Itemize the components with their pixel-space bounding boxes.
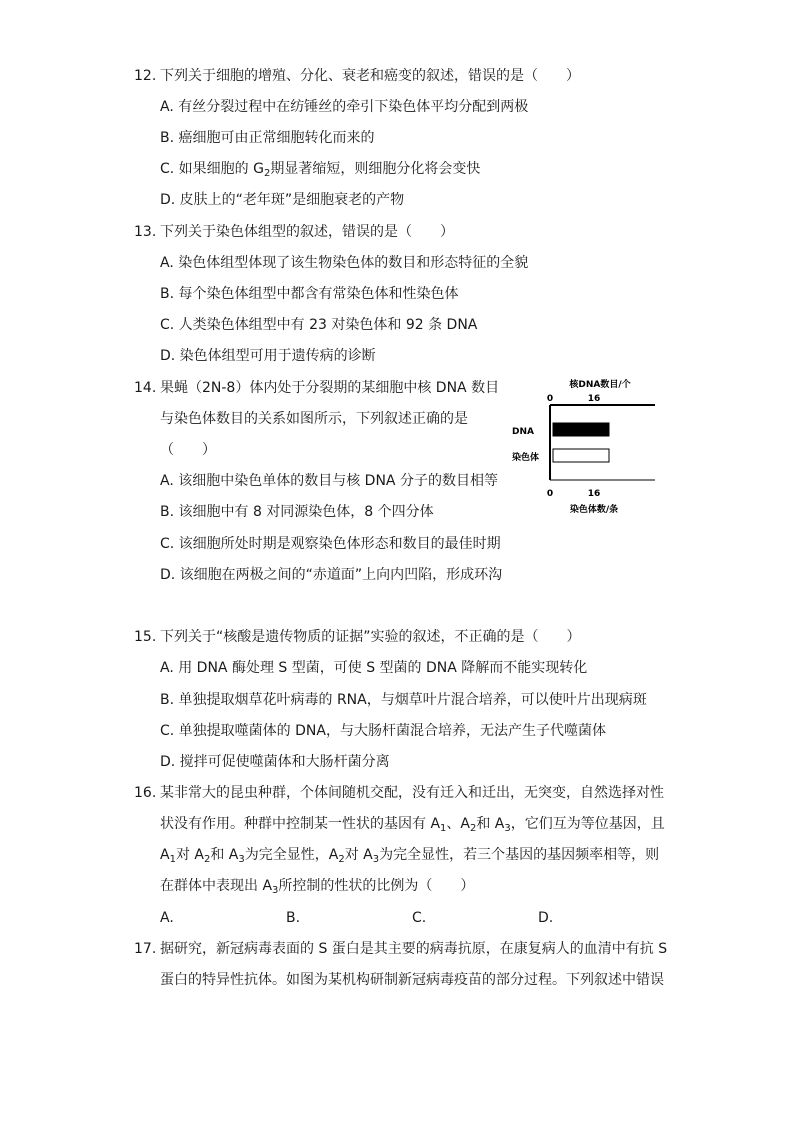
question-number-15: 15.	[134, 629, 157, 645]
text-part: 、A	[446, 816, 470, 832]
subscript: 2	[469, 823, 477, 834]
subscript: 1	[169, 854, 176, 865]
question-number-12: 12.	[134, 68, 157, 84]
subscript: 3	[504, 823, 511, 834]
subscript: 2	[203, 854, 211, 865]
question-16-choice-d: D.	[538, 910, 554, 926]
question-12-stem: 下列关于细胞的增殖、分化、衰老和癌变的叙述，错误的是（ ）	[160, 68, 580, 84]
question-15-option-a: A. 用 DNA 酶处理 S 型菌，可使 S 型菌的 DNA 降解而不能实现转化	[160, 660, 588, 676]
question-number-14: 14.	[134, 380, 157, 396]
question-15-stem: 下列关于“核酸是遗传物质的证据”实验的叙述，不正确的是（ ）	[160, 629, 581, 645]
question-16-line3	[160, 845, 659, 865]
question-17-line2: 蛋白的特异性抗体。如图为某机构研制新冠病毒疫苗的部分过程。下列叙述中错误	[160, 972, 664, 988]
subscript: 2	[263, 168, 271, 179]
question-13-stem: 下列关于染色体组型的叙述，错误的是（ ）	[160, 224, 454, 240]
text-part: 为完全显性，A	[244, 847, 339, 863]
question-13-option-d: D. 染色体组型可用于遗传病的诊断	[160, 348, 376, 364]
question-15-option-b: B. 单独提取烟草花叶病毒的 RNA，与烟草叶片混合培养，可以使叶片出现病斑	[160, 692, 647, 708]
subscript: 3	[272, 885, 279, 896]
bottom-tick-0: 0	[546, 489, 554, 499]
question-14-option-c: C. 该细胞所处时期是观察染色体形态和数目的最佳时期	[160, 536, 501, 552]
question-14-option-a: A. 该细胞中染色单体的数目与核 DNA 分子的数目相等	[160, 473, 498, 489]
dna-chromosome-bar-chart	[512, 374, 662, 524]
text-part: 在群体中表现出 A	[160, 878, 273, 894]
text-part: ，它们互为等位基因，且	[510, 816, 665, 832]
text-part: 对 A	[344, 847, 373, 863]
text-part: 为完全显性，若三个基因的基因频率相等，则	[379, 847, 660, 863]
text-part: 所控制的性状的比例为（ ）	[278, 878, 475, 894]
question-13-option-a: A. 染色体组型体现了该生物染色体的数目和形态特征的全貌	[160, 255, 529, 271]
text-part: 对 A	[175, 847, 204, 863]
top-tick-16: 16	[587, 394, 601, 404]
question-12-option-b: B. 癌细胞可由正常细胞转化而来的	[160, 130, 375, 146]
question-16-choice-b: B.	[286, 910, 301, 926]
question-16-choice-c: C.	[412, 910, 427, 926]
question-12-option-a: A. 有丝分裂过程中在纺锤丝的牵引下染色体平均分配到两极	[160, 99, 529, 115]
subscript: 2	[338, 854, 345, 865]
question-number-13: 13.	[134, 224, 157, 240]
text-part: 和 A	[476, 816, 505, 832]
subscript: 1	[440, 823, 447, 834]
question-15-option-d: D. 搅拌可促使噬菌体和大肠杆菌分离	[160, 754, 390, 770]
category-label-dna: DNA	[512, 427, 534, 437]
bar-dna	[553, 423, 609, 436]
question-number-16: 16.	[134, 785, 157, 801]
top-tick-0: 0	[546, 394, 554, 404]
question-number-17: 17.	[134, 941, 157, 957]
chart-title: 核DNA数目/个	[569, 380, 631, 390]
text-part: 和 A	[210, 847, 239, 863]
question-14-option-d: D. 该细胞在两极之间的“赤道面”上向内凹陷，形成环沟	[160, 567, 503, 583]
text-part: 状没有作用。种群中控制某一性状的基因有 A	[160, 816, 441, 832]
option-c-tail: 期显著缩短，则细胞分化将会变快	[270, 161, 481, 177]
question-14-option-b: B. 该细胞中有 8 对同源染色体，8 个四分体	[160, 504, 434, 520]
option-c-text: C. 如果细胞的 G	[160, 161, 264, 177]
question-13-option-c: C. 人类染色体组型中有 23 对染色体和 92 条 DNA	[160, 317, 478, 333]
x-axis-label: 染色体数/条	[569, 505, 619, 515]
question-13-option-b: B. 每个染色体组型中都含有常染色体和性染色体	[160, 286, 459, 302]
question-16-line2	[160, 814, 665, 834]
question-14-stem-line1: 果蝇（2N-8）体内处于分裂期的某细胞中核 DNA 数目	[160, 380, 500, 396]
question-16-line4	[160, 876, 474, 896]
subscript: 3	[372, 854, 380, 865]
question-15-option-c: C. 单独提取噬菌体的 DNA，与大肠杆菌混合培养，无法产生子代噬菌体	[160, 723, 606, 739]
text-part: A	[160, 847, 170, 863]
category-label-chromosome: 染色体	[512, 453, 540, 463]
question-14-stem-line3: （ ）	[160, 442, 216, 458]
bottom-tick-16: 16	[587, 489, 601, 499]
question-14-stem-line2: 与染色体数目的关系如图所示，下列叙述正确的是	[160, 411, 468, 427]
question-12-option-d: D. 皮肤上的“老年斑”是细胞衰老的产物	[160, 192, 405, 208]
question-17-line1: 据研究，新冠病毒表面的 S 蛋白是其主要的病毒抗原，在康复病人的血清中有抗 S	[160, 941, 668, 957]
bar-chromosome	[553, 449, 609, 462]
subscript: 3	[238, 854, 245, 865]
question-12-option-c	[160, 159, 480, 179]
question-16-choice-a: A.	[160, 910, 174, 926]
question-16-line1: 某非常大的昆虫种群，个体间随机交配，没有迁入和迁出，无突变，自然选择对性	[160, 785, 664, 801]
